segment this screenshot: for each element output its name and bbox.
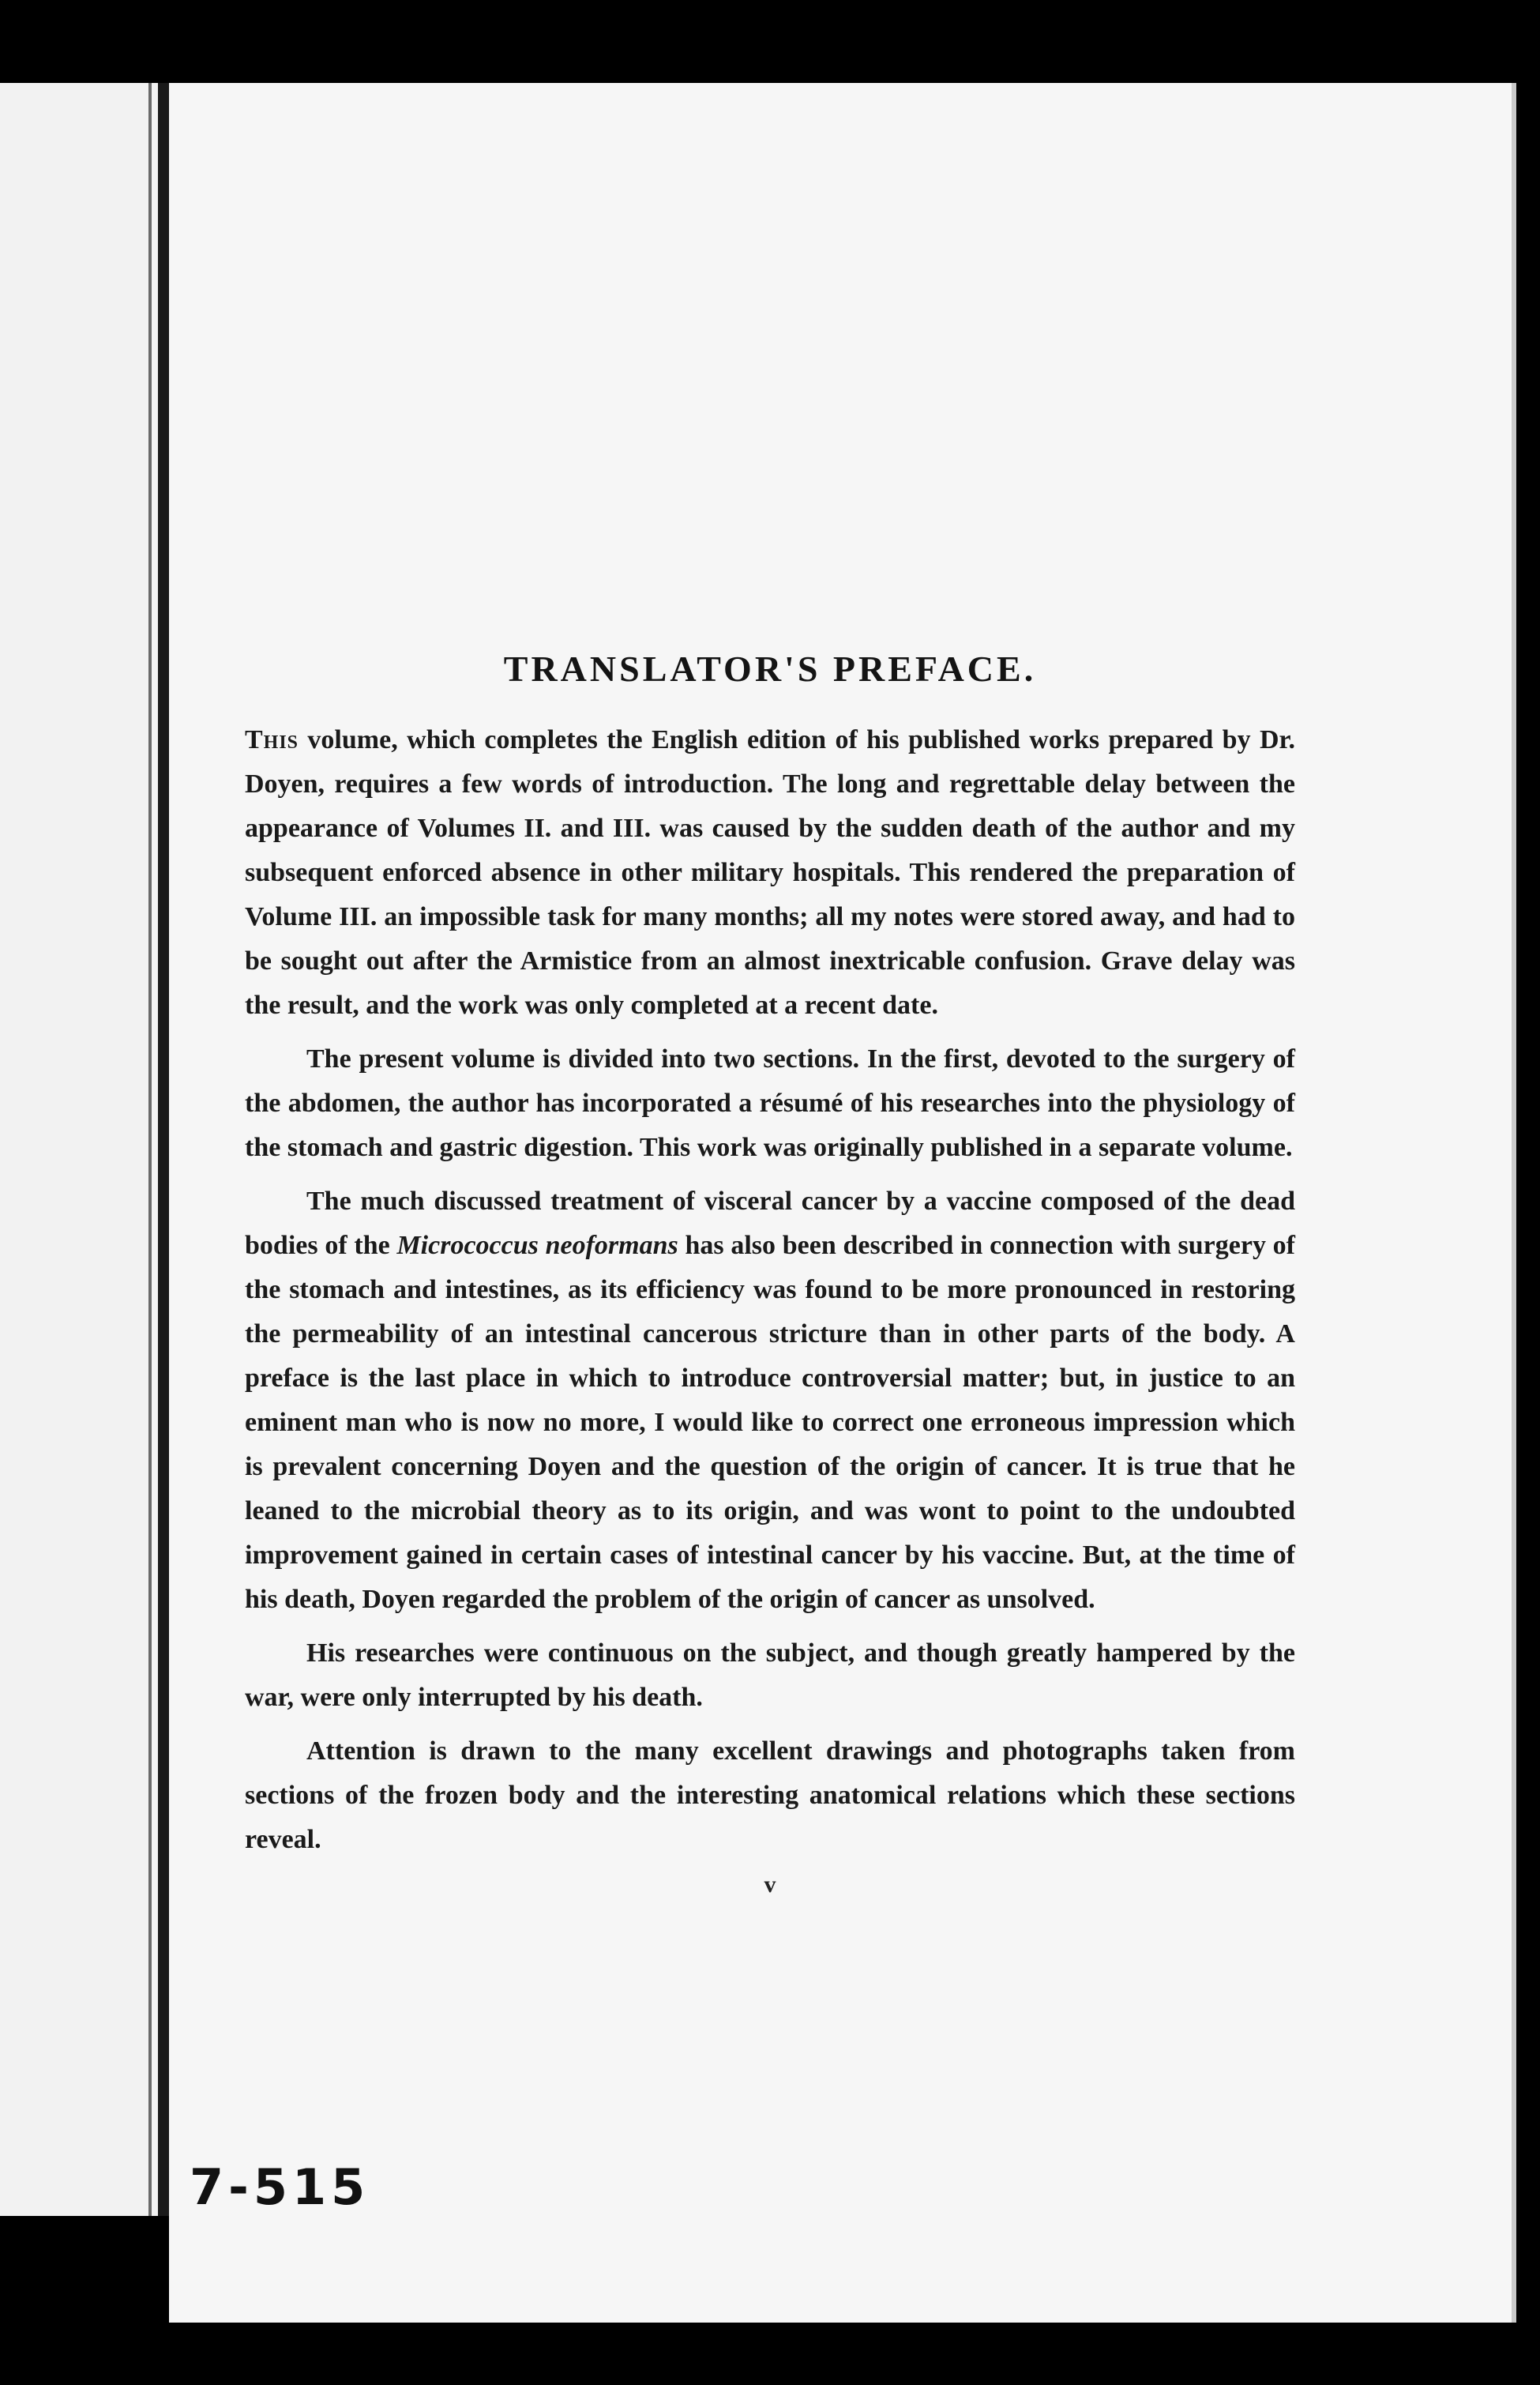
page-title: TRANSLATOR'S PREFACE. [503,649,1037,689]
organism-name: Micrococcus neoformans [396,1231,678,1260]
page-content [245,648,1295,1898]
gutter-line [148,83,152,2216]
paragraph-3 [245,1179,1295,1622]
paragraph-1-text: volume, which completes the English edition of his published works prepared by Dr. Doyen, requires a few words of introduction. The long and regrettable delay between the appearance of Volumes II. and III. was caused by the sudden death of the author and my subsequent enforced absence in other military hospitals. This rendered the preparation of Volume III. an impossible task for many months; all my notes were stored away, and had to be sought out after the Armistice from an almost inextricable confusion. Grave delay was the result, and the work was only completed at a recent date. [245,725,1295,1020]
paragraph-3-before: The much discussed treatment of visceral cancer by a vaccine composed of the dead bodies of the [245,1187,1295,1260]
page-number: v [764,1872,776,1898]
shelf-mark: 7-515 [190,2158,370,2216]
paragraph-4: His researches were continuous on the subject, and though greatly hampered by the war, were only interrupted by his death. [245,1638,1295,1712]
paragraph-5: Attention is drawn to the many excellent drawings and photographs taken from sections of the frozen body and the interesting anatomical relations which these sections reveal. [245,1736,1295,1854]
paragraph-3-after: has also been described in connection with surgery of the stomach and intestines, as its efficiency was found to be more pronounced in restoring the permeability of an intestinal cancerous stricture than in other parts of the body. A preface is the last place in which to introduce controversial matter; but, in justice to an eminent man who is now no more, I would like to correct one erroneous impression which is prevalent concerning Doyen and the question of the origin of cancer. It is true that he leaned to the microbial theory as to its origin, and was wont to point to the undoubted improvement gained in certain cases of intestinal cancer by his vaccine. But, at the time of his death, Doyen regarded the problem of the origin of cancer as unsolved. [245,1231,1295,1614]
paragraph-lead-word: This [245,725,299,754]
paragraph-2: The present volume is divided into two sections. In the first, devoted to the surgery of the abdomen, the author has incorporated a résumé of his researches into the physiology of the stomach and gastric digestion. This work was originally published in a separate volume. [245,1044,1295,1162]
facing-page-edge [0,83,169,2216]
paragraph-1 [245,718,1295,1028]
book-page [169,83,1516,2323]
